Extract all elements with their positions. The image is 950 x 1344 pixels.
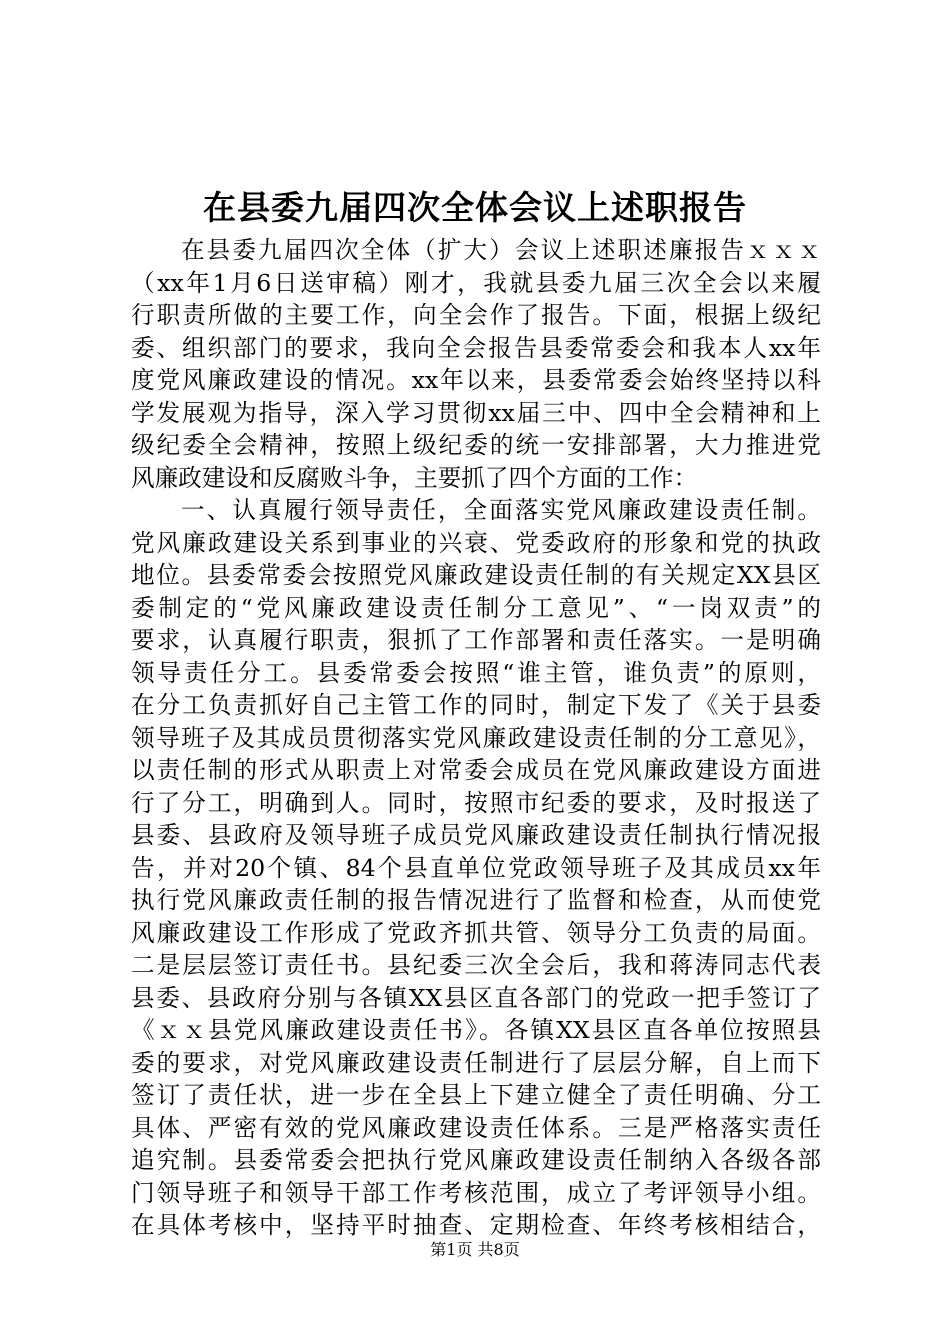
text-line: 追究制。县委常委会把执行党风廉政建设责任制纳入各级各部 bbox=[131, 1146, 821, 1174]
text-line: 党风廉政建设关系到事业的兴衰、党委政府的形象和党的执政 bbox=[131, 528, 821, 557]
text-line: 门领导班子和领导干部工作考核范围，成立了考评领导小组。 bbox=[131, 1178, 821, 1207]
text-line: 具体、严密有效的党风廉政建设责任体系。三是严格落实责任 bbox=[131, 1113, 821, 1142]
text-line: 以责任制的形式从职责上对常委会成员在党风廉政建设方面进 bbox=[131, 756, 821, 784]
text-line: 签订了责任状，进一步在全县上下建立健全了责任明确、分工 bbox=[131, 1081, 821, 1109]
document-title: 在县委九届四次全体会议上述职报告 bbox=[203, 188, 747, 227]
text-line: 在具体考核中，坚持平时抽查、定期检查、年终考核相结合， bbox=[131, 1211, 821, 1239]
text-line: 风廉政建设工作形成了党政齐抓共管、领导分工负责的局面。 bbox=[131, 918, 821, 947]
text-line: 领导责任分工。县委常委会按照“谁主管，谁负责”的原则， bbox=[131, 658, 821, 687]
document-body bbox=[131, 234, 821, 1242]
text-line: 县委、县政府分别与各镇XX县区直各部门的党政一把手签订了 bbox=[131, 983, 821, 1012]
text-line: 度党风廉政建设的情况。xx年以来，县委常委会始终坚持以科 bbox=[131, 366, 821, 394]
text-line: 告，并对20个镇、84个县直单位党政领导班子及其成员xx年 bbox=[131, 853, 821, 882]
text-line: 委的要求，对党风廉政建设责任制进行了层层分解，自上而下 bbox=[131, 1048, 821, 1077]
text-line: 二是层层签订责任书。县纪委三次全会后，我和蒋涛同志代表 bbox=[131, 951, 821, 979]
text-line: 委制定的“党风廉政建设责任制分工意见”、“一岗双责”的 bbox=[131, 593, 821, 622]
text-line: 地位。县委常委会按照党风廉政建设责任制的有关规定XX县区 bbox=[131, 561, 821, 589]
text-line: 委、组织部门的要求，我向全会报告县委常委会和我本人xx年 bbox=[131, 333, 821, 362]
text-line: 一、认真履行领导责任，全面落实党风廉政建设责任制。 bbox=[181, 496, 821, 524]
text-line: 在分工负责抓好自己主管工作的同时，制定下发了《关于县委 bbox=[131, 691, 821, 719]
text-line: 领导班子及其成员贯彻落实党风廉政建设责任制的分工意见》， bbox=[131, 723, 821, 752]
text-line: 执行党风廉政责任制的报告情况进行了监督和检查，从而使党 bbox=[131, 886, 821, 914]
text-line: 县委、县政府及领导班子成员党风廉政建设责任制执行情况报 bbox=[131, 821, 821, 849]
text-line: 学发展观为指导，深入学习贯彻xx届三中、四中全会精神和上 bbox=[131, 398, 821, 427]
page-number: 第1页 共8页 bbox=[430, 1240, 520, 1259]
text-line: 《ｘｘ县党风廉政建设责任书》。各镇XX县区直各单位按照县 bbox=[131, 1016, 821, 1044]
text-line: 级纪委全会精神，按照上级纪委的统一安排部署，大力推进党 bbox=[131, 431, 821, 459]
text-line: 在县委九届四次全体（扩大）会议上述职述廉报告ｘｘｘ bbox=[181, 236, 821, 264]
text-line: 行职责所做的主要工作，向全会作了报告。下面，根据上级纪 bbox=[131, 301, 821, 329]
text-line: 风廉政建设和反腐败斗争，主要抓了四个方面的工作： bbox=[131, 463, 698, 492]
text-line: 要求，认真履行职责，狠抓了工作部署和责任落实。一是明确 bbox=[131, 626, 821, 654]
text-line: 行了分工，明确到人。同时，按照市纪委的要求，及时报送了 bbox=[131, 788, 821, 817]
text-line: （xx年1月6日送审稿）刚才，我就县委九届三次全会以来履 bbox=[131, 268, 821, 297]
